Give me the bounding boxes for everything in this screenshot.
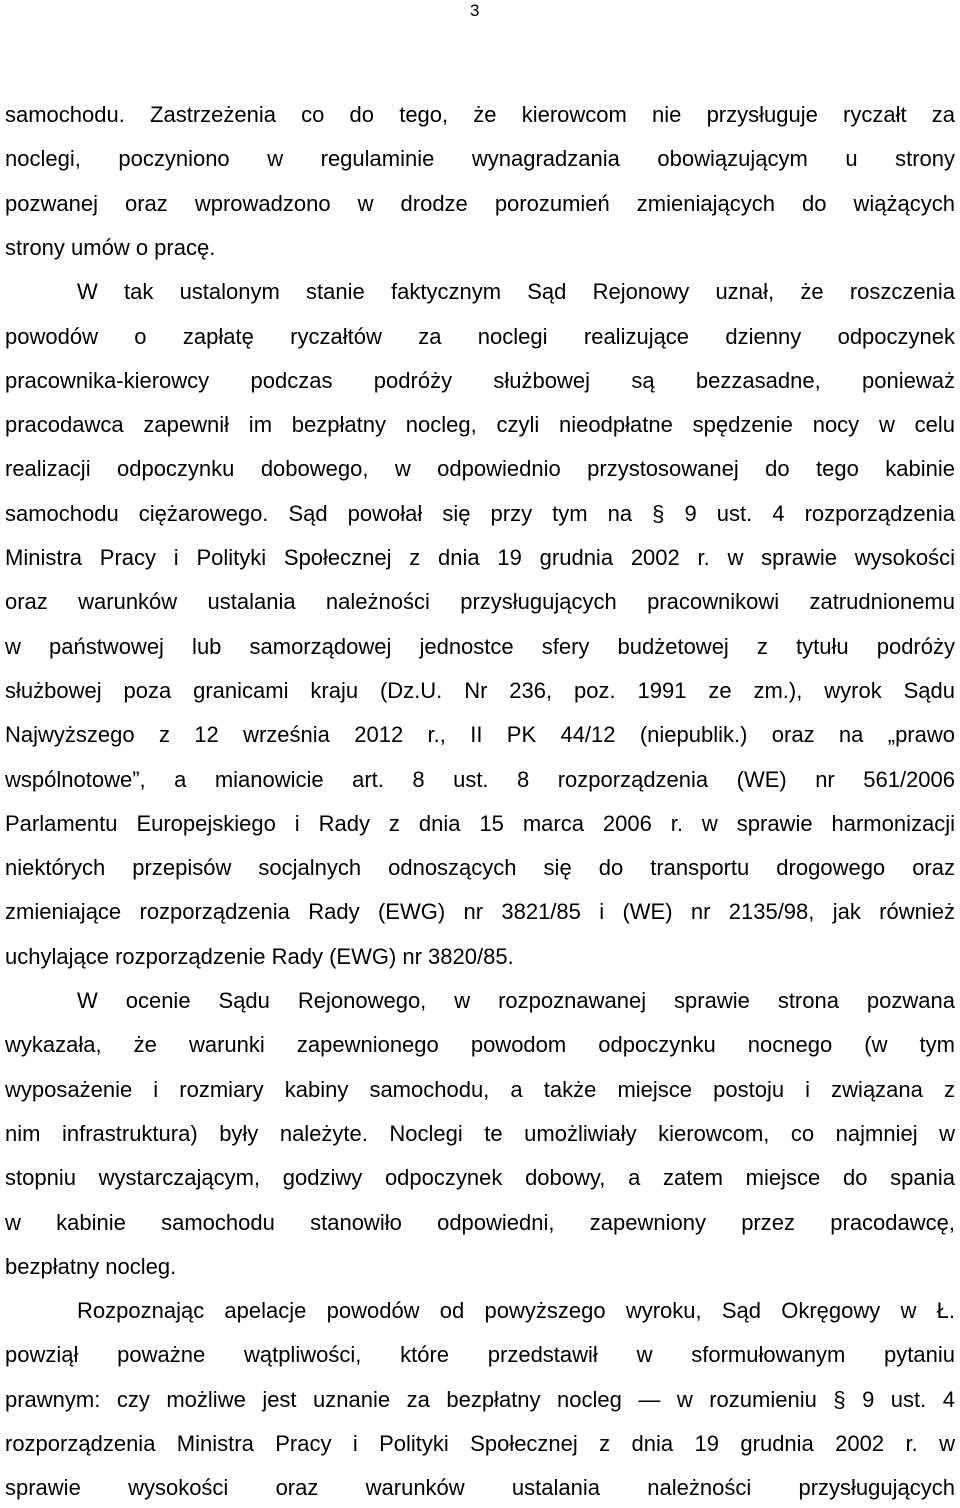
text-line: prawnym: czy możliwe jest uznanie za bezpłatny nocleg — w rozumieniu § 9 ust. 4 — [5, 1386, 955, 1412]
text-line: noclegi, poczyniono w regulaminie wynagradzania obowiązującym u strony — [5, 146, 955, 172]
text-line: powodów o zapłatę ryczałtów za noclegi realizujące dzienny odpoczynek — [5, 323, 955, 349]
text-line: pracodawca zapewnił im bezpłatny nocleg, czyli nieodpłatne spędzenie nocy w celu — [5, 412, 955, 438]
text-line: samochodu ciężarowego. Sąd powołał się przy tym na § 9 ust. 4 rozporządzenia — [5, 500, 955, 526]
text-line: powziął poważne wątpliwości, które przedstawił w sformułowanym pytaniu — [5, 1342, 955, 1368]
text-line: sprawie wysokości oraz warunków ustalania należności przysługujących — [5, 1475, 955, 1501]
text-line: pozwanej oraz wprowadzono w drodze porozumień zmieniających do wiążących — [5, 190, 955, 216]
text-line: wykazała, że warunki zapewnionego powodom odpoczynku nocnego (w tym — [5, 1032, 955, 1058]
text-line: pracownika-kierowcy podczas podróży służbowej są bezzasadne, ponieważ — [5, 367, 955, 393]
text-line: niektórych przepisów socjalnych odnoszących się do transportu drogowego oraz — [5, 855, 955, 881]
text-line: w państwowej lub samorządowej jednostce sfery budżetowej z tytułu podróży — [5, 633, 955, 659]
text-line: rozporządzenia Ministra Pracy i Polityki Społecznej z dnia 19 grudnia 2002 r. w — [5, 1431, 955, 1456]
text-line: zmieniające rozporządzenia Rady (EWG) nr 3821/85 i (WE) nr 2135/98, jak również — [5, 899, 955, 925]
text-line: służbowej poza granicami kraju (Dz.U. Nr 236, poz. 1991 ze zm.), wyrok Sądu — [5, 677, 955, 703]
text-line: nim infrastruktura) były należyte. Noclegi te umożliwiały kierowcom, co najmniej w — [5, 1120, 955, 1146]
text-line: Rozpoznając apelacje powodów od powyższego wyroku, Sąd Okręgowy w Ł. — [77, 1298, 955, 1324]
text-line: W tak ustalonym stanie faktycznym Sąd Rejonowy uznał, że roszczenia — [77, 279, 955, 305]
text-line: samochodu. Zastrzeżenia co do tego, że kierowcom nie przysługuje ryczałt za — [5, 102, 955, 127]
text-line: uchylające rozporządzenie Rady (EWG) nr 3820/85. — [5, 943, 514, 969]
text-line: bezpłatny nocleg. — [5, 1253, 177, 1279]
text-line: Parlamentu Europejskiego i Rady z dnia 15 marca 2006 r. w sprawie harmonizacji — [5, 810, 955, 836]
text-line: wspólnotowe”, a mianowicie art. 8 ust. 8 rozporządzenia (WE) nr 561/2006 — [5, 766, 955, 792]
text-line: realizacji odpoczynku dobowego, w odpowiednio przystosowanej do tego kabinie — [5, 456, 955, 482]
text-line: strony umów o pracę. — [5, 234, 216, 260]
text-line: stopniu wystarczającym, godziwy odpoczynek dobowy, a zatem miejsce do spania — [5, 1165, 955, 1191]
text-line: oraz warunków ustalania należności przysługujących pracownikowi zatrudnionemu — [5, 589, 955, 615]
text-line: Ministra Pracy i Polityki Społecznej z dnia 19 grudnia 2002 r. w sprawie wysokości — [5, 545, 955, 570]
text-line: Najwyższego z 12 września 2012 r., II PK 44/12 (niepublik.) oraz na „prawo — [5, 722, 955, 748]
text-line: wyposażenie i rozmiary kabiny samochodu, a także miejsce postoju i związana z — [5, 1076, 955, 1102]
text-line: w kabinie samochodu stanowiło odpowiedni, zapewniony przez pracodawcę, — [5, 1209, 955, 1235]
text-line: W ocenie Sądu Rejonowego, w rozpoznawanej sprawie strona pozwana — [77, 988, 955, 1013]
page-number: 3 — [470, 1, 480, 20]
